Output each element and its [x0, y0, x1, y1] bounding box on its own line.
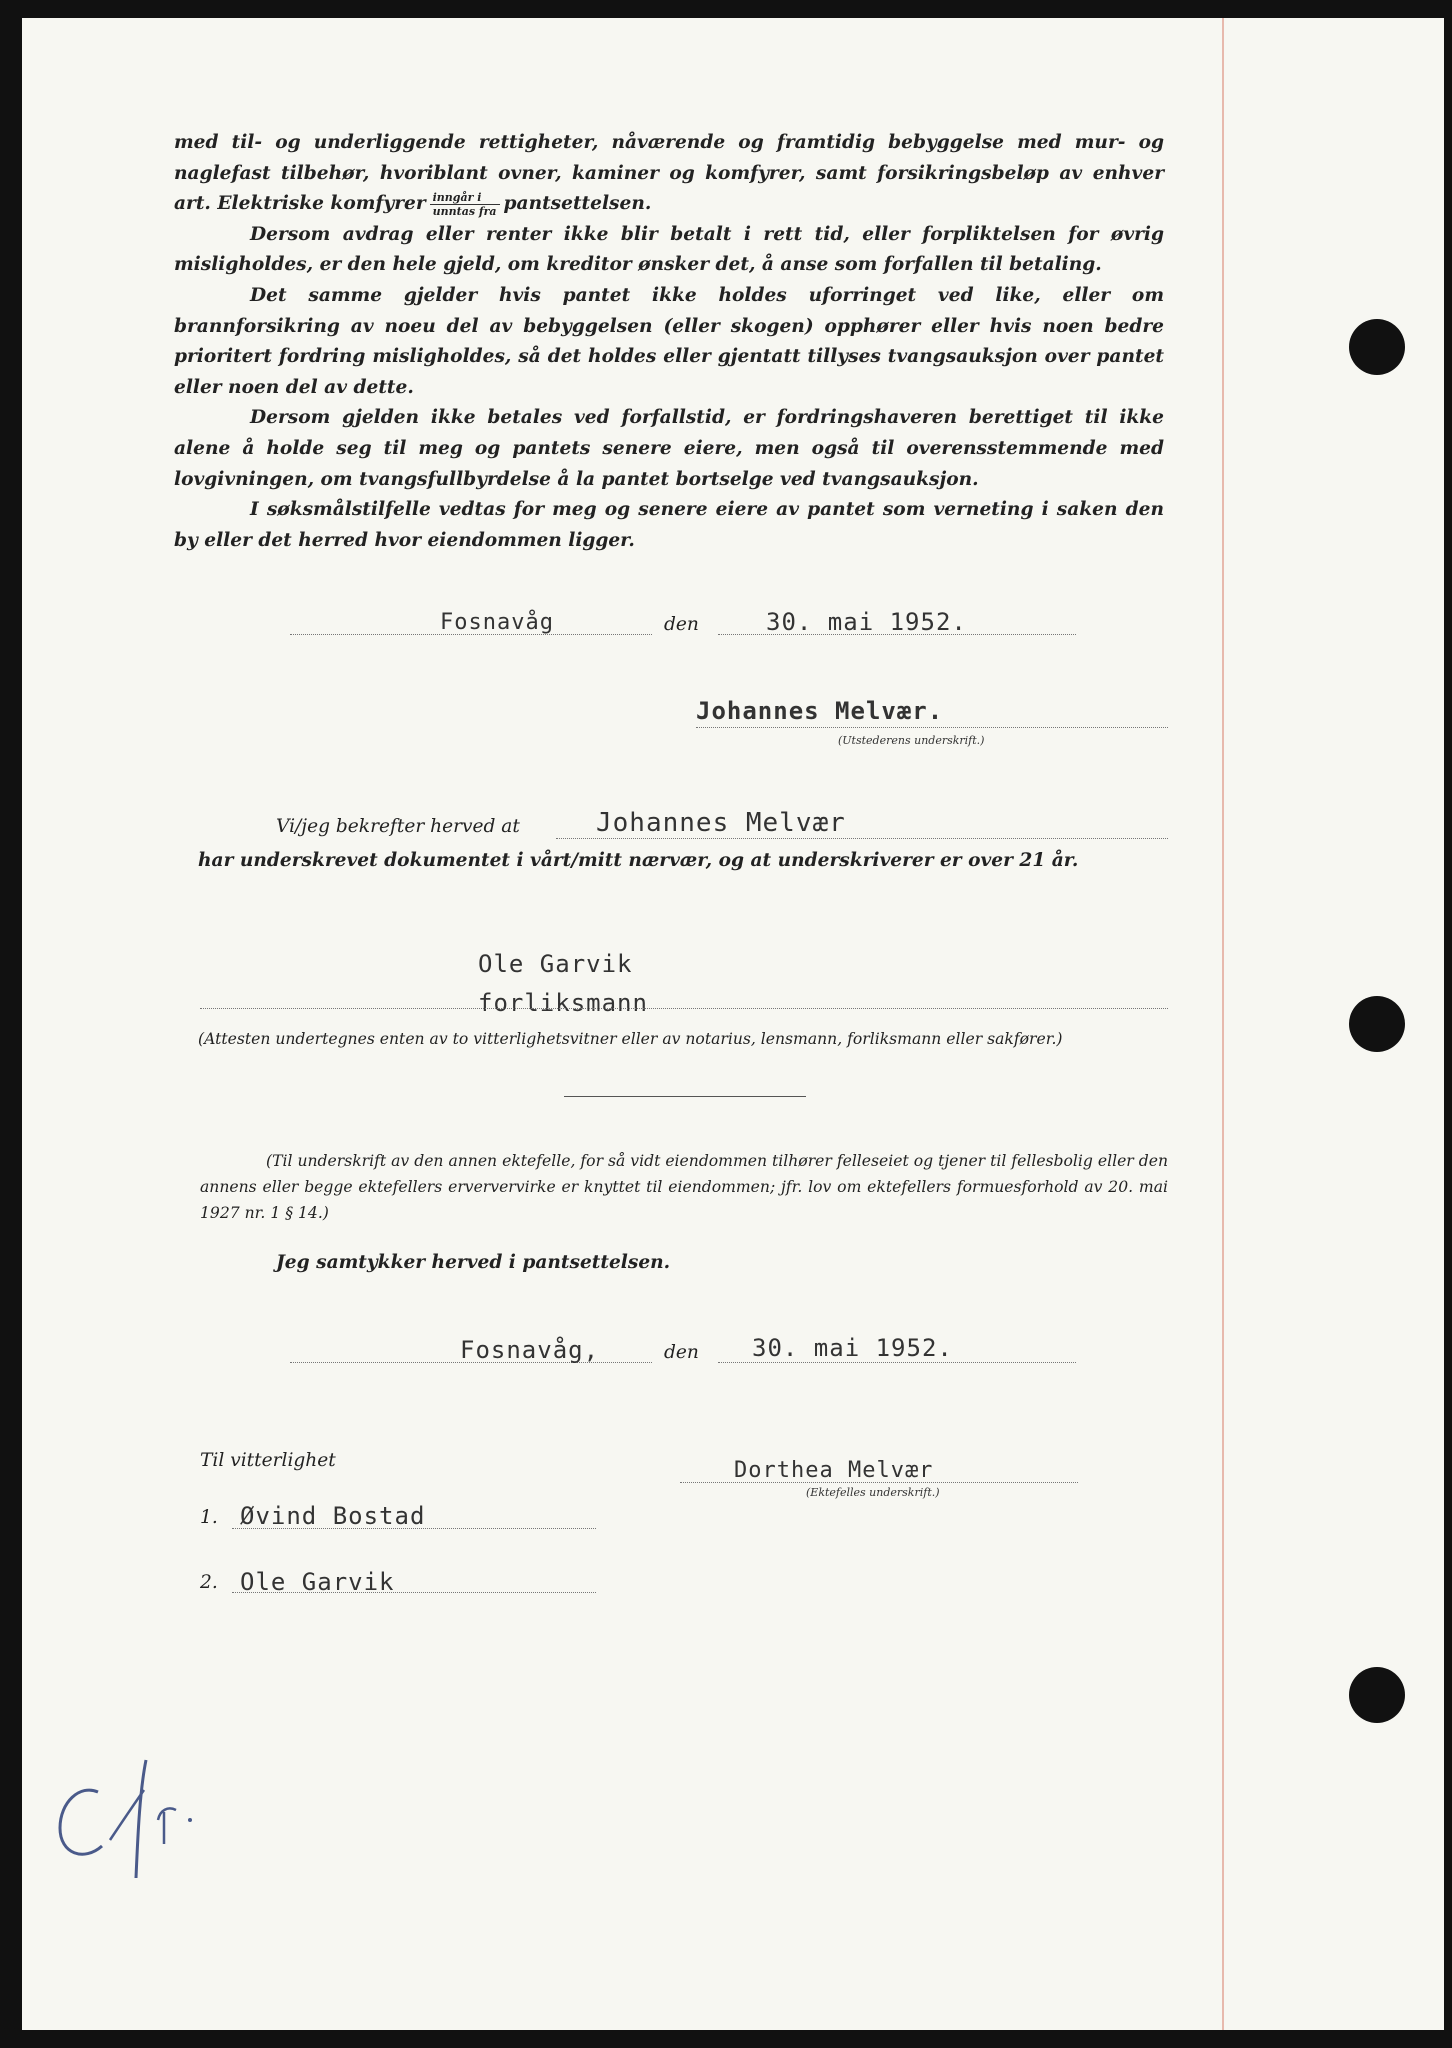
witness-2-name: Ole Garvik: [240, 1568, 395, 1596]
separator-rule: [564, 1096, 806, 1097]
handwritten-initials: [40, 1750, 210, 1890]
attest-note: (Attesten undertegnes enten av to vitterlighetsvitner eller av notarius, lensmann, forliksmann eller sakfører.): [198, 1030, 1063, 1048]
spouse-signature-line: [680, 1482, 1078, 1483]
place-value: Fosnavåg: [440, 610, 554, 635]
witness-1-line: [232, 1528, 596, 1529]
punch-hole: [1349, 996, 1405, 1052]
paragraph-3: Det samme gjelder hvis pantet ikke holdes uforringet ved like, eller om brannforsikring av noeu del av bebyggelsen (eller skogen) opphører eller hvis noen bedre prioritert fordring misligholdes, så det holdes eller gjentatt tillyses tvangsauksjon over pantet eller noen del av dette.: [174, 284, 1164, 398]
spouse-note: (Til underskrift av den annen ektefelle, for så vidt eiendommen tilhører felleseiet og tjener til fellesbolig eller den annens eller begge ektefellers erververvirke er knyttet til eiendommen; jfr. lov om ektefellers formuesforhold av 20. mai 1927 nr. 1 § 14.): [200, 1152, 1168, 1222]
confirmation-line-2: har underskrevet dokumentet i vårt/mitt nærvær, og at underskriverer er over 21 år.: [198, 850, 1079, 871]
official-signature-line: [200, 1008, 1168, 1009]
paragraph-1: med til- og underliggende rettigheter, nåværende og framtidig bebyggelse med mur- og naglefast tilbehør, hvoriblant ovner, kaminer og komfyrer, samt forsikringsbeløp av enhver art. Elektriske komfyrer $\frac{\text{inngår i}}{\text{unntas fra}}$ pantsettelsen.: [174, 132, 1164, 218]
place-value-2: Fosnavåg,: [460, 1336, 600, 1364]
paragraph-5: I søksmålstilfelle vedtas for meg og senere eiere av pantet som verneting i saken den by eller det herred hvor eiendommen ligger.: [174, 499, 1164, 551]
spouse-signature: Dorthea Melvær: [734, 1458, 934, 1483]
mortgage-terms: [174, 128, 1164, 556]
date-value: 30. mai 1952.: [766, 608, 967, 636]
den-label: den: [664, 614, 699, 635]
confirmation-prefix: Vi/jeg bekrefter herved at: [276, 816, 520, 837]
witness-2-number: 2.: [200, 1572, 218, 1593]
witness-1-name: Øvind Bostad: [240, 1502, 426, 1530]
punch-hole: [1349, 319, 1405, 375]
spouse-caption: (Ektefelles underskrift.): [806, 1486, 940, 1499]
paragraph-4: Dersom gjelden ikke betales ved forfallstid, er fordringshaveren berettiget til ikke alene å holde seg til meg og pantets senere eiere, men også til overensstemmende med lovgivningen, om tvangsfullbyrdelse å la pantet bortselge ved tvangsauksjon.: [174, 407, 1164, 490]
official-name: Ole Garvik: [478, 950, 633, 978]
confirmed-name-line: [556, 838, 1168, 839]
witness-1-number: 1.: [200, 1507, 218, 1528]
margin-rule: [1222, 18, 1224, 2030]
official-title: forliksmann: [478, 989, 648, 1017]
paragraph-2: Dersom avdrag eller renter ikke blir betalt i rett tid, eller forpliktelsen for øvrig misligholdes, er den hele gjeld, om kreditor ønsker det, å anse som forfallen til betaling.: [174, 223, 1164, 276]
consent-text: Jeg samtykker herved i pantsettelsen.: [276, 1252, 671, 1273]
witness-2-line: [232, 1592, 596, 1593]
issuer-signature: Johannes Melvær.: [696, 697, 944, 725]
confirmed-name: Johannes Melvær: [596, 808, 846, 838]
issuer-signature-line: [696, 727, 1168, 728]
issuer-caption: (Utstederens underskrift.): [838, 734, 985, 747]
witness-heading: Til vitterlighet: [200, 1450, 336, 1471]
fraction-choice: $\frac{\text{inngår i}}{\text{unntas fra}}$: [430, 191, 500, 218]
date-value-2: 30. mai 1952.: [752, 1334, 953, 1362]
punch-hole: [1349, 1667, 1405, 1723]
date-line-2: [718, 1362, 1076, 1363]
den-label-2: den: [664, 1342, 699, 1363]
